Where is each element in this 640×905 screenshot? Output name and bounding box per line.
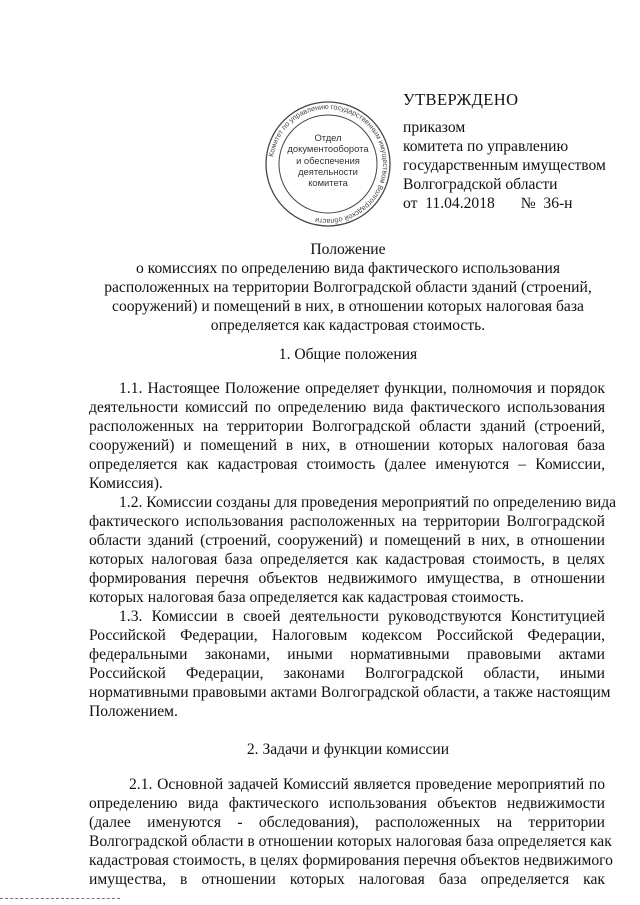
official-stamp [262, 98, 394, 230]
page-edge-divider [0, 898, 120, 899]
stamp-inner-text: Отдел документооборота и обеспечения деятельности комитета [287, 132, 369, 189]
approval-block: приказом комитета по управлению государственным имуществом Волгоградской области от 11.04.2018 № 36-н [403, 119, 606, 212]
paragraph-2-1: 2.1. Основной задачей Комиссий является проведение мероприятий по определению вида фактического использования объектов недвижимости (далее именуются - обследования), расположенных на территории Волгоградской области в отношении которых налоговая база определяется как кадастровая стоимость, в целях формирования перечня объектов недвижимого имущества, в отношении которых налоговая база определяется как [89, 776, 613, 888]
approval-date: 11.04.2018 [425, 195, 495, 212]
paragraph-1-3: 1.3. Комиссии в своей деятельности руководствуются Конституцией Российской Федерации, Налоговым кодексом Российской Федерации, федеральными законами, иными нормативными правовыми актами Российской Федерации, законами Волгоградской области, иными нормативными правовыми актами Волгоградской области, а также настоящим Положением. [89, 608, 611, 720]
section-1-heading: 1. Общие положения [278, 346, 418, 363]
approval-number: 36-н [543, 195, 573, 212]
approval-date-number: от 11.04.2018 № 36-н [403, 195, 573, 212]
approval-heading: УТВЕРЖДЕНО [403, 90, 519, 109]
paragraph-1-2: 1.2. Комиссии созданы для проведения мероприятий по определению вида фактического использования расположенных на территории Волгоградской области зданий (строений, сооружений) и помещений в них, в отношении которых налоговая база определяется как кадастровая стоимость, в целях формирования перечня объектов недвижимого имущества, в отношении которых налоговая база определяется как кадастровая стоимость. [89, 494, 617, 606]
stamp-ring-text: Комитет по управлению государственным имуществом Волгоградской области [266, 101, 391, 227]
document-title: Положение о комиссиях по определению вида фактического использования расположенных на территории Волгоградской области зданий (строений, сооружений) и помещений в них, в отношении которых налоговая база определяется как кадастровая стоимость. [104, 241, 592, 334]
section-2-heading: 2. Задачи и функции комиссии [246, 741, 450, 758]
paragraph-1-1: 1.1. Настоящее Положение определяет функции, полномочия и порядок деятельности комиссий по определению вида фактического использования расположенных на территории Волгоградской области зданий (строений, сооружений) и помещений в них, в отношении которых налоговая база определяется как кадастровая стоимость (далее именуются – Комиссии, Комиссия). [89, 380, 605, 492]
